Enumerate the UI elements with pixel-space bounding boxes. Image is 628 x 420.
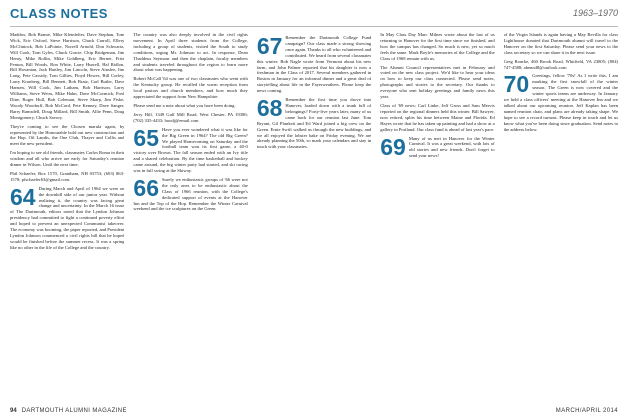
class-year-section [380, 133, 495, 160]
issue-date: MARCH/APRIL 2014 [555, 407, 618, 414]
note-paragraph: Robert McCall '64 was one of two classmates who went with the Kentucky group. He recalled the warm reception from local pastors and church members, and how much they appreciated the support from New Hampshire. [133, 76, 248, 100]
class-year-number: 70 [503, 71, 530, 98]
note-paragraph: The Alumni Council representatives met in February and voted on the new class project. We'd like to hear your ideas on how to keep our class connected. Please send notes, photographs and stories to the secretary. Our thanks to everyone who sent holiday greetings and family news this year. [380, 64, 495, 100]
class-year-text: Have you ever wondered what it was like for the Big Green in 1964? The old Big Green? We played Homecoming on Saturday and the football team won its first game, a 40-0 victory over Brown. The fall season ended with an Ivy title and a shared celebration. By the time basketball and hockey came around, the big winter party had started, and ski racing was in full swing at the Skiway. [133, 126, 248, 174]
text-columns [10, 32, 618, 402]
class-year-text: Greetings, fellow '70s! As I write this, I am marking the first snowfall of the winter season. The Green is now covered and the winter sports teams are underway. In January we held a class officers' meeting at the Hanover Inn and we talked about our upcoming reunion. Jeff Kaplan has been named reunion chair, and plans are already taking shape. We hope to see a record turnout. Please keep in touch and let us know what you've been doing since graduation. Send notes to the address below. [503, 73, 619, 132]
note-paragraph: Greg Rourke, 460 Brook Road, Whitfield, VA 23805; (804) 747-4588; abenn48@outlook.com [503, 58, 619, 70]
class-year-section [133, 174, 248, 212]
page-number: 94 [10, 407, 17, 414]
class-year-number: 66 [133, 174, 159, 201]
class-year-section [257, 35, 371, 94]
class-year-text: Many of us met in Hanover for the Winter Carnival. It was a great weekend, with lots of old stories and new friends. Don't forget to send your news! [408, 135, 495, 159]
note-paragraph: Jerry Hill, 1349 Gulf Mill Road, West Chester, PA 19380; (702) 335-4433; hoodj@email.com [133, 111, 248, 123]
class-year-text: Remember the Dartmouth College Fund campaign? Our class made a strong showing once again. Thanks to all who volunteered and contributed. We heard from several classmates this winter: Bob Nagle wrote from Vermont about his new farm, and John Palmer reported that his daughter is now a freshman in the Class of 2017. Several members gathered in Boston in January for an informal dinner and a great deal of storytelling about life in the Fayerweathers. Please keep the news coming. [256, 35, 372, 94]
note-paragraph: Class of '69 news: Carl Linke, Jeff Gross and Sam Mervis reported on the regional dinners held this winter. Bill Sawyer, now retired, splits his time between Maine and Florida. Ed Hayes wrote that he has taken up painting and had a show at a gallery in Portland. Our class fund is ahead of last year's pace. [380, 102, 495, 132]
class-year-section [257, 97, 371, 150]
class-year-section [10, 183, 125, 251]
class-year-section [133, 124, 248, 174]
text-column [133, 32, 247, 402]
page-header [10, 0, 618, 27]
text-column [504, 32, 618, 402]
text-column [10, 32, 124, 402]
note-paragraph: Maddox, Bob Brame, Mike Kleinfelter, Dave Stephan, Tom Wick, Eric Oxford, Steve Harrison, Chuck Carroll, Ellery McClintock, Bob LaPointe, Norrell Arnold, Don Schwartz, Will Cook, Tom Gyles, Chuck Gracie, Chip Bridgeman, Jim Henry, Mike Rollin, Mike Goldberg, Eric Bernet, Fritz Fenton, Bill Woods, Ron White, Larry Hurrell, Hal Ridlon, Bill Hovanian, Jack Hartley, Jim Lincoln, Steve Ainslee, Jim Long, Pete Cassidy, Tom Gillies, Floyd Hewes, Bill Corley, Larry Kronberg, Bill Bennett, Bob Bratz, Carl Butler, Dave Hansen, Will Cook, Jim Latham, Bob Harrison, Larry Williams, Steve Weiss, Mike Hahn, Dave McCormick, Fred Dine, Roger Hull, Bob Coleman, Steve Skarp, Jim Fiske, Woody Woodruff, Bob McCord, Pete Kenney, Dave Sanger, Barry Ramsdell, Doug Millard, Bill Smith, Allie Penn, Doug Montgomery, Chuck Savory. [10, 32, 125, 120]
class-year-range: 1963–1970 [572, 8, 618, 18]
class-year-number: 67 [256, 33, 283, 59]
class-year-section [504, 73, 618, 132]
class-year-text: During March and April of 1964 we were on the downhill side of our junior year. Without realizing it, the country was facing great change and uncertainty. In the March 16 issue of The Dartmouth, editors noted that the Lyndon Johnson presidency had committed to fight a continued poverty effort and hoped to prevent an unexpected Communist takeover. The economy was booming, the paper reported, and President Lyndon Johnson commenced a civil rights bill that he hoped would be finished before the summer recess. It was a spring like no other in the life of the College and the country. [10, 185, 125, 250]
note-paragraph: I'm hoping to see old friends, classmates Carlos Roma in their wisdom and all who arrive are early for Saturday's reunion dinner in Wilson. Until the next time. [10, 150, 125, 168]
note-paragraph: of the Virgin Islands is again having a May Revilla for class Lighthouse donated that Dartmouth alumni will travel to the Hanover on the first Saturday. Please send your news to the class secretary so we can share it in the next issue. [503, 32, 619, 55]
note-paragraph: The country was also deeply involved in the civil rights movement. In April three students from the College, including a group of students, visited the South to study conditions, urging Mr. Johnson to act. In response, Dean Thaddeus Seymour and then the chaplain, faculty members and students traveled throughout the region to learn more about what was happening. [133, 32, 248, 73]
class-year-number: 68 [256, 95, 283, 122]
note-paragraph: In May Class Day Marc Milnes wrote about the last of us returning to Hanover for the first time since we finished, and how the campus has changed. So much is new, yet so much feels the same. Mark Boyle's memories of the College and the Class of 1968 remain with us. [380, 32, 495, 61]
text-column [380, 32, 494, 402]
page-footer [10, 405, 618, 416]
class-year-text: Remember the first time you drove into Hanover, loaded down with a trunk full of belongings? Forty-five years later, many of us came back for our reunion last June. Tom Bryant, Gil Plunkett and Ed Ward joined a big crew on the Green. Ernie Swift walked us through the new buildings, and we all enjoyed the lobster bake on Friday evening. We are already planning the 50th, so mark your calendars and stay in touch with your classmates. [256, 97, 372, 150]
class-year-number: 65 [133, 124, 159, 151]
class-year-number: 69 [380, 133, 406, 160]
text-column [257, 32, 371, 402]
class-year-text: Surely we enthusiastic groups of '66 were not the only ones to be enthusiastic about the Class of 1966 reunion, with the College's dedicated support of events at the Hanover Inn and the Top of the Hop. Remember the Winter Carnival weekend and the ice sculptures on the Green. [133, 176, 248, 212]
section-title: CLASS NOTES [10, 5, 108, 21]
class-year-number: 64 [10, 183, 36, 210]
note-paragraph: Please send me a note about what you have been doing. [133, 102, 236, 108]
note-paragraph: Phil Schaefer, Box 1570, Grantham, NH 03753; (603) 863-1578; pfschaefer63@gmail.com. [10, 170, 125, 182]
note-paragraph: They're coming to see the Chosen marula again, by represented by the Honourable hold out new construction and the Hop. Oil Landis, the One Club, Thayer and Collis and meet the new president. [10, 123, 125, 147]
publication-name: DARTMOUTH ALUMNI MAGAZINE [21, 407, 127, 414]
